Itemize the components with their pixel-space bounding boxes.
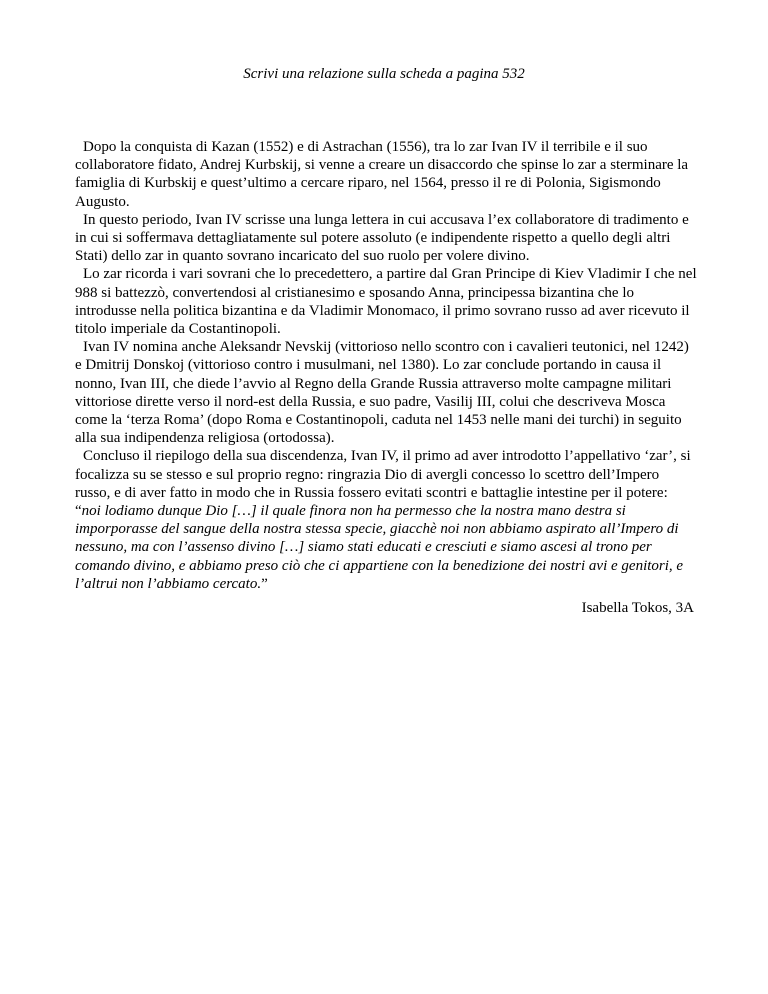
paragraph-4: Ivan IV nomina anche Aleksandr Nevskij (vittorioso nello scontro con i cavalieri teutonici, nel 1242) e Dmitrij Donskoj (vittorioso contro i musulmani, nel 1380). Lo zar conclude portando in causa il nonno, Ivan III, che diede l’avvio al Regno della Grande Russia attraverso molte campagne militari vittoriose dirette verso il nord-est della Russia, e suo padre, Vasilij III, colui che descriveva Mosca come la ‘terza Roma’ (dopo Roma e Costantinopoli, caduta nel 1453 nelle mani dei turchi) in seguito alla sua indipendenza religiosa (ortodossa). xyxy=(75,339,689,447)
paragraph-2: In questo periodo, Ivan IV scrisse una lunga lettera in cui accusava l’ex collaboratore di tradimento e in cui si soffermava dettagliatamente sul potere assoluto (e indipendente rispetto a quello degli altri Stati) dello zar in quanto sovrano incaricato del suo ruolo per volere divino. xyxy=(75,211,689,265)
quote-open-mark: “ xyxy=(75,503,82,520)
paragraph-1: Dopo la conquista di Kazan (1552) e di Astrachan (1556), tra lo zar Ivan IV il terribile e il suo collaboratore fidato, Andrej Kurbskij, si venne a creare un disaccordo che spinse lo zar a sterminare la famiglia di Kurbskij e quest’ultimo a cercare riparo, nel 1564, presso il re di Polonia, Sigismondo Augusto. xyxy=(75,139,689,210)
document-title: Scrivi una relazione sulla scheda a pagina 532 xyxy=(243,66,525,82)
quoted-passage: noi lodiamo dunque Dio […] il quale finora non ha permesso che la nostra mano destra si imporporasse del sangue della nostra stessa specie, giacchè noi non abbiamo aspirato all’Impero di nessuno, ma con l’assenso divino […] siamo stati educati e cresciuti e siamo ascesi al trono per comando divino, e abbiamo preso ciò che ci appartiene con la benedizione dei nostri avi e genitori, e l’altrui non l’abbiamo cercato. xyxy=(75,503,684,592)
paragraph-5 xyxy=(75,447,697,593)
author-signature: Isabella Tokos, 3A xyxy=(581,600,694,616)
paragraph-5-intro: Concluso il riepilogo della sua discendenza, Ivan IV, il primo ad aver introdotto l’appellativo ‘zar’, si focalizza su se stesso e sul proprio regno: ringrazia Dio di avergli concesso lo scettro dell’Impero russo, e di aver fatto in modo che in Russia fossero evitati scontri e battaglie intestine per il potere: xyxy=(75,448,691,501)
paragraph-3: Lo zar ricorda i vari sovrani che lo precedettero, a partire dal Gran Principe di Kiev Vladimir I che nel 988 si battezzò, convertendosi al cristianesimo e sposando Anna, principessa bizantina che lo introdusse nella politica bizantina e da Vladimir Monomaco, il primo sovrano russo ad aver ricevuto il titolo imperiale da Costantinopoli. xyxy=(75,266,697,338)
document-body xyxy=(75,138,697,593)
quote-close-mark: ” xyxy=(261,575,268,592)
